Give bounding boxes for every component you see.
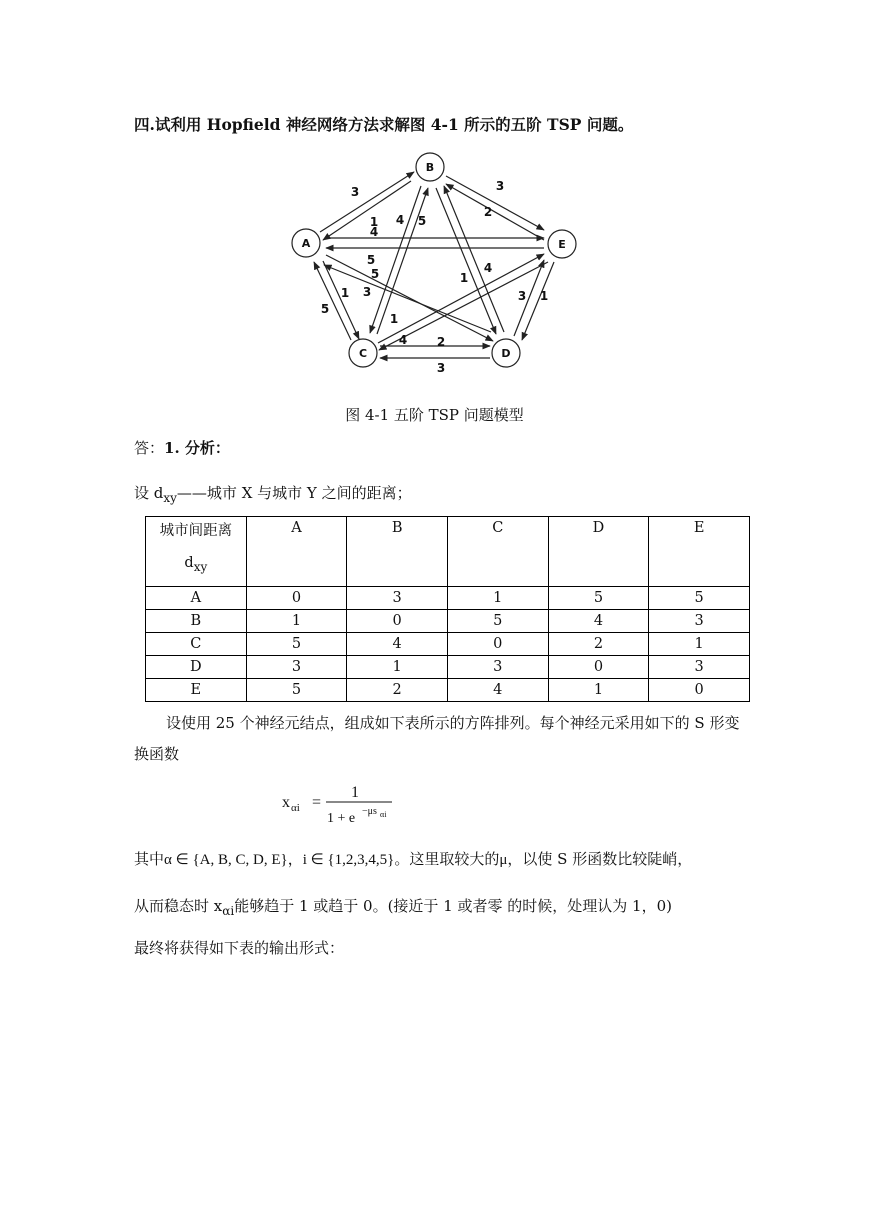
formula-lhs-sub: αi bbox=[291, 802, 300, 814]
edge-a-d bbox=[326, 255, 493, 341]
formula-exponent-sub: αi bbox=[380, 810, 387, 819]
table-header-cell: B bbox=[347, 517, 448, 587]
row-label: B bbox=[146, 610, 247, 633]
edge-label: 3 bbox=[362, 285, 372, 299]
row-label: A bbox=[146, 587, 247, 610]
formula-lhs-x: x bbox=[282, 794, 290, 811]
edge-b-c bbox=[370, 186, 421, 333]
edge-label: 1 bbox=[340, 286, 350, 300]
edge-label: 5 bbox=[370, 267, 380, 281]
table-cell: 5 bbox=[548, 587, 649, 610]
table-header-cell: E bbox=[649, 517, 750, 587]
edge-c-b bbox=[377, 188, 428, 334]
paragraph-steady-state: 从而稳态时 $x_{\alpha i}$能够趋于 1 或趋于 0。(接近于 1 或者零 的时候，处理认为 1，0) bbox=[134, 897, 672, 918]
node-label-d: D bbox=[501, 347, 511, 360]
paragraph-output-form: 最终将获得如下表的输出形式： bbox=[134, 939, 345, 957]
table-cell: 4 bbox=[548, 610, 649, 633]
table-row bbox=[146, 587, 750, 610]
table-row bbox=[146, 633, 750, 656]
node-label-b: B bbox=[425, 161, 435, 174]
edge-label: 3 bbox=[517, 289, 527, 303]
table-cell: 3 bbox=[246, 656, 347, 679]
formula-denominator: 1 + e bbox=[327, 811, 356, 826]
table-row bbox=[146, 679, 750, 702]
edge-label: 2 bbox=[436, 335, 446, 349]
table-cell: 0 bbox=[347, 610, 448, 633]
table-cell: 3 bbox=[447, 656, 548, 679]
edge-label: 4 bbox=[483, 261, 493, 275]
sigmoid-formula bbox=[280, 780, 420, 830]
table-cell: 5 bbox=[649, 587, 750, 610]
table-cell: 1 bbox=[649, 633, 750, 656]
edge-b-a bbox=[323, 181, 411, 240]
table-cell: 5 bbox=[246, 679, 347, 702]
table-cell: 2 bbox=[548, 633, 649, 656]
answer-heading bbox=[134, 437, 230, 458]
figure-caption: 图 4-1 五阶 TSP 问题模型 bbox=[345, 406, 524, 424]
edge-label: 2 bbox=[483, 205, 493, 219]
edge-label: 1 bbox=[389, 312, 399, 326]
node-label-c: C bbox=[358, 347, 368, 360]
table-cell: 5 bbox=[447, 610, 548, 633]
edge-label: 3 bbox=[495, 179, 505, 193]
paragraph-sets: 其中α ∈ {A, B, C, D, E}，i ∈ {1,2,3,4,5}。这里取较大的μ，以使 S 形函数比较陡峭， bbox=[134, 850, 693, 868]
mu-symbol: μ bbox=[499, 852, 508, 868]
table-header-cell: A bbox=[246, 517, 347, 587]
table-cell: 5 bbox=[246, 633, 347, 656]
paragraph-neurons: 设使用 25 个神经元结点，组成如下表所示的方阵排列。每个神经元采用如下的 S 形变换函数 bbox=[134, 714, 740, 763]
edge-label: 4 bbox=[398, 333, 408, 347]
edge-label: 4 bbox=[395, 213, 405, 227]
table-header-cell: D bbox=[548, 517, 649, 587]
table-cell: 4 bbox=[447, 679, 548, 702]
node-label-e: E bbox=[558, 238, 566, 251]
table-cell: 1 bbox=[347, 656, 448, 679]
i-set: i ∈ {1,2,3,4,5} bbox=[302, 852, 395, 868]
answer-prefix: 答： bbox=[134, 439, 165, 457]
row-label: C bbox=[146, 633, 247, 656]
edge-label: 3 bbox=[350, 185, 360, 199]
table-cell: 3 bbox=[649, 656, 750, 679]
table-corner-cell bbox=[146, 517, 247, 587]
table-header-row bbox=[146, 517, 750, 587]
table-cell: 1 bbox=[548, 679, 649, 702]
edge-d-b bbox=[444, 186, 504, 332]
edge-label: 5 bbox=[366, 253, 376, 267]
table-header-cell: C bbox=[447, 517, 548, 587]
table-corner-label: 城市间距离 bbox=[159, 523, 233, 539]
definition-subscript: xy bbox=[163, 491, 177, 505]
table-cell: 0 bbox=[649, 679, 750, 702]
alpha-set: α ∈ {A, B, C, D, E} bbox=[164, 852, 288, 868]
row-label: D bbox=[146, 656, 247, 679]
distance-definition bbox=[134, 482, 412, 505]
formula-exponent: −μs bbox=[362, 806, 377, 817]
table-cell: 0 bbox=[447, 633, 548, 656]
edge-label: 4 bbox=[369, 225, 379, 239]
edge-a-c bbox=[320, 261, 359, 339]
distance-table bbox=[145, 516, 750, 702]
table-cell: 0 bbox=[548, 656, 649, 679]
table-cell: 1 bbox=[447, 587, 548, 610]
question-heading: 四.试利用 Hopfield 神经网络方法求解图 4-1 所示的五阶 TSP 问题。 bbox=[134, 115, 634, 134]
table-cell: 3 bbox=[649, 610, 750, 633]
table-cell: 3 bbox=[347, 587, 448, 610]
formula-numerator: 1 bbox=[351, 784, 359, 801]
node-label-a: A bbox=[301, 237, 311, 250]
table-row bbox=[146, 656, 750, 679]
answer-section-title: 1. 分析： bbox=[164, 439, 230, 457]
definition-suffix: ——城市 X 与城市 Y 之间的距离； bbox=[176, 484, 412, 502]
edge-label: 1 bbox=[539, 289, 549, 303]
table-row bbox=[146, 610, 750, 633]
edge-label: 5 bbox=[320, 302, 330, 316]
definition-prefix: 设 d bbox=[134, 484, 164, 502]
formula-equals: = bbox=[312, 794, 322, 811]
edge-label: 1 bbox=[459, 271, 469, 285]
edge-label: 3 bbox=[436, 361, 446, 375]
edge-label: 1 bbox=[369, 215, 379, 229]
row-label: E bbox=[146, 679, 247, 702]
table-cell: 0 bbox=[246, 587, 347, 610]
tsp-graph-diagram bbox=[286, 148, 586, 378]
table-corner-symbol: $d_{xy}$ bbox=[184, 555, 208, 574]
table-cell: 4 bbox=[347, 633, 448, 656]
table-cell: 2 bbox=[347, 679, 448, 702]
table-cell: 1 bbox=[246, 610, 347, 633]
edge-label: 5 bbox=[417, 214, 427, 228]
